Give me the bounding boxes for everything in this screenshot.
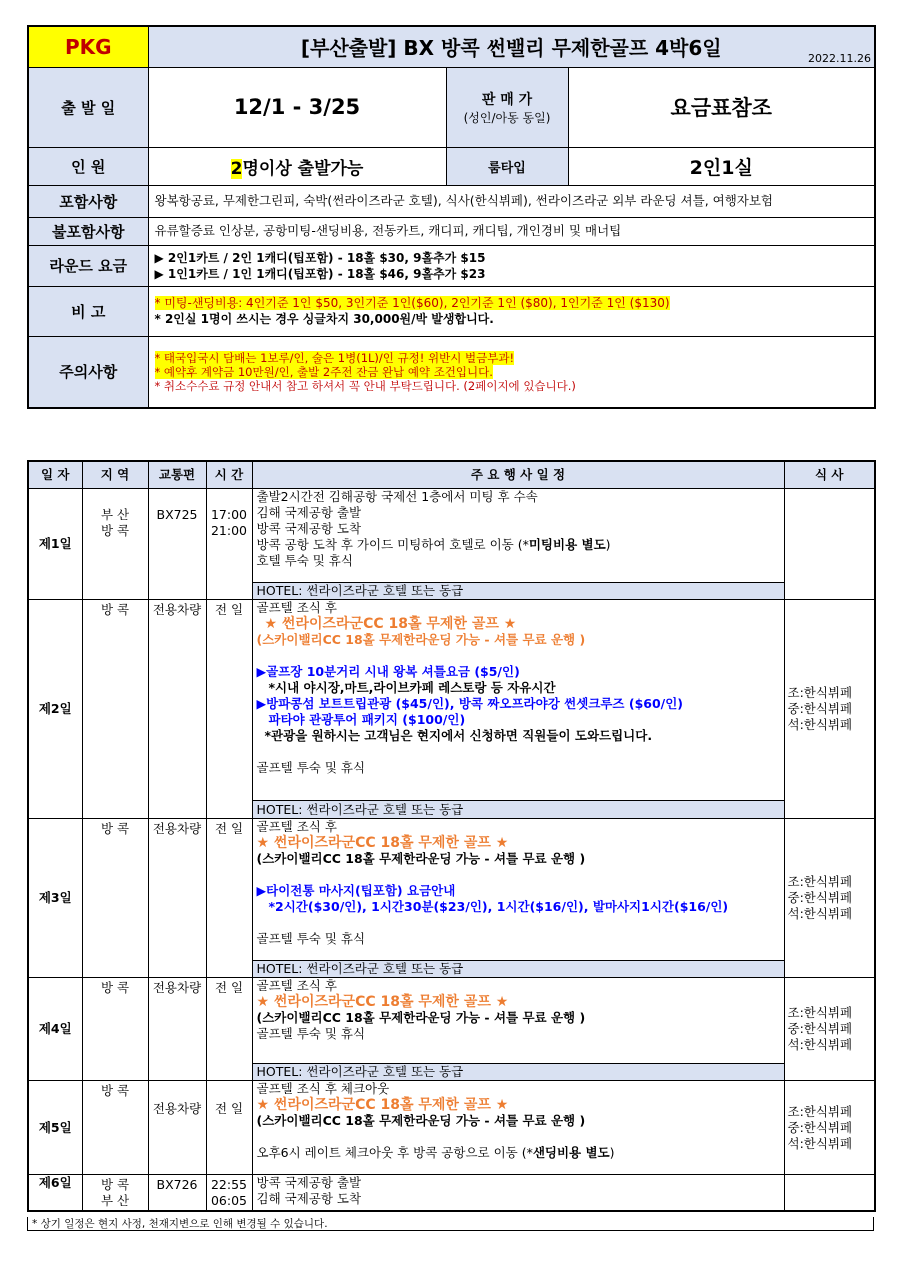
time-text: 06:05 bbox=[210, 1193, 248, 1208]
meal-cell bbox=[784, 819, 875, 978]
shuttle-note: (스카이밸리CC 18홀 무제한라운딩 가능 - 셔틀 무료 운행 ) bbox=[256, 1113, 586, 1128]
region-cell bbox=[82, 489, 148, 600]
option-line: *시내 야시장,마트,라이브카페 레스토랑 등 자유시간 bbox=[268, 680, 556, 695]
option-line: *관광을 원하시는 고객님은 현지에서 신청하면 직원들이 도와드립니다. bbox=[264, 728, 653, 743]
meal-text: 중:한식뷔페 bbox=[787, 701, 853, 716]
time-cell bbox=[206, 489, 252, 600]
transport-cell: 전용차량 bbox=[148, 819, 206, 978]
day-label: 제4일 bbox=[28, 978, 82, 1081]
departure-label: 출 발 일 bbox=[28, 67, 148, 147]
schedule-line: 방콕 국제공항 도착 bbox=[256, 521, 362, 536]
day-label: 제3일 bbox=[28, 819, 82, 978]
region-text: 부 산 bbox=[100, 1193, 130, 1208]
people-value-cell bbox=[148, 147, 446, 185]
remark-label: 비 고 bbox=[28, 286, 148, 336]
round-line: ▶ 1인1카트 / 1인 1캐디(팁포함) - 18홀 $46, 9홀추가 $23 bbox=[154, 266, 486, 281]
schedule-line: 골프텔 조식 후 bbox=[256, 600, 337, 615]
option-line: ▶타이전통 마사지(팁포함) 요금안내 bbox=[256, 883, 456, 898]
hotel-line: HOTEL: 썬라이즈라군 호텔 또는 동급 bbox=[252, 583, 784, 600]
shuttle-note: (스카이밸리CC 18홀 무제한라운딩 가능 - 셔틀 무료 운행 ) bbox=[256, 851, 586, 866]
schedule-line: 출발2시간전 김해공항 국제선 1층에서 미팅 후 수속 bbox=[256, 489, 538, 504]
schedule-cell bbox=[252, 1175, 784, 1211]
schedule-line: 골프텔 투숙 및 휴식 bbox=[256, 1026, 366, 1041]
time-cell: 전 일 bbox=[206, 600, 252, 819]
package-info-table bbox=[27, 25, 876, 409]
time-cell bbox=[206, 1175, 252, 1211]
option-line: ▶골프장 10분거리 시내 왕복 셔틀요금 ($5/인) bbox=[256, 664, 520, 679]
region-text: 부 산 bbox=[100, 507, 130, 522]
time-cell: 전 일 bbox=[206, 1081, 252, 1175]
people-num: 2 bbox=[230, 158, 243, 179]
meal-text: 석:한식뷔페 bbox=[787, 717, 853, 732]
col-header-schedule: 주 요 행 사 일 정 bbox=[252, 461, 784, 489]
schedule-line: 방콕 국제공항 출발 bbox=[256, 1175, 362, 1190]
meal-text: 중:한식뷔페 bbox=[787, 1021, 853, 1036]
caution-line: * 태국입국시 담배는 1보루/인, 술은 1병(1L)/인 규정! 위반시 벌금부과! bbox=[154, 350, 515, 365]
day-label: 제5일 bbox=[28, 1081, 82, 1175]
transport-cell: BX725 bbox=[148, 489, 206, 600]
table-row bbox=[28, 1175, 875, 1211]
golf-highlight: ★ 썬라이즈라군CC 18홀 무제한 골프 ★ bbox=[264, 616, 517, 632]
round-value bbox=[148, 245, 875, 286]
schedule-line: 김해 국제공항 출발 bbox=[256, 505, 362, 520]
transport-cell: 전용차량 bbox=[148, 978, 206, 1081]
pkg-badge: PKG bbox=[28, 26, 148, 67]
region-cell: 방 콕 bbox=[82, 978, 148, 1081]
round-label: 라운드 요금 bbox=[28, 245, 148, 286]
exclude-label: 불포함사항 bbox=[28, 217, 148, 245]
schedule-cell bbox=[252, 1081, 784, 1175]
caution-label: 주의사항 bbox=[28, 336, 148, 408]
schedule-text: 오후6시 레이트 체크아웃 후 방콕 공항으로 이동 (* bbox=[256, 1145, 533, 1160]
price-label: 판 매 가 bbox=[481, 91, 533, 108]
itinerary-table bbox=[27, 460, 876, 1212]
caution-value bbox=[148, 336, 875, 408]
page-title bbox=[148, 26, 875, 67]
schedule-cell bbox=[252, 819, 784, 961]
caution-line: * 취소수수료 규정 안내서 참고 하셔서 꼭 안내 부탁드립니다. (2페이지에 있습니다.) bbox=[154, 378, 576, 393]
region-cell: 방 콕 bbox=[82, 819, 148, 978]
option-line: *2시간($30/인), 1시간30분($23/인), 1시간($16/인), 발마사지1시간($16/인) bbox=[268, 899, 729, 914]
hotel-line: HOTEL: 썬라이즈라군 호텔 또는 동급 bbox=[252, 961, 784, 978]
option-line: 파타야 관광투어 패키지 ($100/인) bbox=[268, 712, 466, 727]
room-label: 룸타입 bbox=[446, 147, 568, 185]
table-row bbox=[28, 1081, 875, 1175]
remark-line-meeting: * 미팅-샌딩비용: 4인기준 1인 $50, 3인기준 1인($60), 2인기준 1인 ($80), 1인기준 1인 ($130) bbox=[154, 296, 670, 310]
time-text: 22:55 bbox=[210, 1177, 248, 1192]
meal-cell bbox=[784, 600, 875, 819]
schedule-text: ) bbox=[609, 1145, 615, 1160]
day-label: 제2일 bbox=[28, 600, 82, 819]
caution-line: * 예약후 계약금 10만원/인, 출발 2주전 잔금 완납 예약 조건입니다. bbox=[154, 364, 493, 379]
schedule-line: 골프텔 투숙 및 휴식 bbox=[256, 931, 366, 946]
day-label: 제6일 bbox=[28, 1175, 82, 1211]
time-text: 21:00 bbox=[210, 523, 248, 538]
region-cell: 방 콕 bbox=[82, 1081, 148, 1175]
table-row bbox=[28, 489, 875, 583]
people-value: 명이상 출발가능 bbox=[242, 158, 364, 179]
meal-text: 조:한식뷔페 bbox=[787, 685, 853, 700]
schedule-cell bbox=[252, 489, 784, 583]
room-value: 2인1실 bbox=[568, 147, 875, 185]
schedule-line: 골프텔 조식 후 체크아웃 bbox=[256, 1081, 390, 1096]
transport-cell: BX726 bbox=[148, 1175, 206, 1211]
meal-cell bbox=[784, 1175, 875, 1211]
col-header-region: 지 역 bbox=[82, 461, 148, 489]
meal-text: 석:한식뷔페 bbox=[787, 1037, 853, 1052]
meal-text: 조:한식뷔페 bbox=[787, 874, 853, 889]
include-label: 포함사항 bbox=[28, 185, 148, 217]
price-label-cell bbox=[446, 67, 568, 147]
shuttle-note: (스카이밸리CC 18홀 무제한라운딩 가능 - 셔틀 무료 운행 ) bbox=[256, 632, 586, 647]
time-text: 17:00 bbox=[210, 507, 248, 522]
schedule-text-bold: 미팅비용 별도 bbox=[528, 537, 606, 552]
price-value: 요금표참조 bbox=[568, 67, 875, 147]
meal-text: 조:한식뷔페 bbox=[787, 1103, 853, 1119]
schedule-line bbox=[257, 537, 780, 553]
remark-line-single: * 2인실 1명이 쓰시는 경우 싱글차지 30,000원/박 발생합니다. bbox=[154, 312, 494, 326]
shuttle-note: (스카이밸리CC 18홀 무제한라운딩 가능 - 셔틀 무료 운행 ) bbox=[256, 1010, 586, 1025]
meal-cell bbox=[784, 489, 875, 600]
region-cell: 방 콕 bbox=[82, 600, 148, 819]
transport-cell: 전용차량 bbox=[148, 1081, 206, 1175]
schedule-text: ) bbox=[605, 537, 611, 552]
meal-text: 석:한식뷔페 bbox=[787, 1135, 853, 1151]
col-header-day: 일 자 bbox=[28, 461, 82, 489]
golf-highlight: ★ 썬라이즈라군CC 18홀 무제한 골프 ★ bbox=[256, 835, 509, 851]
table-row bbox=[28, 819, 875, 961]
schedule-cell bbox=[252, 978, 784, 1064]
include-value: 왕복항공료, 무제한그린피, 숙박(썬라이즈라군 호텔), 식사(한식뷔페), 썬라이즈라군 외부 라운딩 셔틀, 여행자보험 bbox=[148, 185, 875, 217]
hotel-line: HOTEL: 썬라이즈라군 호텔 또는 동급 bbox=[252, 801, 784, 819]
meal-text: 중:한식뷔페 bbox=[787, 890, 853, 905]
people-label: 인 원 bbox=[28, 147, 148, 185]
time-cell: 전 일 bbox=[206, 978, 252, 1081]
schedule-line: 골프텔 조식 후 bbox=[256, 978, 337, 993]
schedule-line: 골프텔 조식 후 bbox=[256, 819, 337, 834]
meal-cell bbox=[784, 1081, 875, 1175]
table-row bbox=[28, 600, 875, 801]
region-text: 방 콕 bbox=[100, 523, 130, 538]
transport-cell: 전용차량 bbox=[148, 600, 206, 819]
schedule-line: 호텔 투숙 및 휴식 bbox=[256, 553, 353, 568]
schedule-cell bbox=[252, 600, 784, 801]
col-header-transport: 교통편 bbox=[148, 461, 206, 489]
golf-highlight: ★ 썬라이즈라군CC 18홀 무제한 골프 ★ bbox=[256, 1097, 509, 1113]
time-cell: 전 일 bbox=[206, 819, 252, 978]
golf-highlight: ★ 썬라이즈라군CC 18홀 무제한 골프 ★ bbox=[256, 994, 509, 1010]
option-line: ▶방파콩섬 보트트립관광 ($45/인), 방콕 짜오프라야강 썬셋크루즈 ($60/인) bbox=[256, 696, 684, 711]
schedule-line: 골프텔 투숙 및 휴식 bbox=[256, 760, 366, 775]
schedule-text-bold: 샌딩비용 별도 bbox=[532, 1145, 610, 1160]
round-line: ▶ 2인1카트 / 2인 1캐디(팁포함) - 18홀 $30, 9홀추가 $15 bbox=[154, 250, 486, 265]
issue-date: 2022.11.26 bbox=[808, 51, 872, 65]
departure-value: 12/1 - 3/25 bbox=[148, 67, 446, 147]
title-text: [부산출발] BX 방콕 썬밸리 무제한골프 4박6일 bbox=[300, 36, 722, 61]
meal-text: 조:한식뷔페 bbox=[787, 1005, 853, 1020]
col-header-meal: 식 사 bbox=[784, 461, 875, 489]
region-text: 방 콕 bbox=[100, 1177, 130, 1192]
remark-value bbox=[148, 286, 875, 336]
region-cell bbox=[82, 1175, 148, 1211]
schedule-text: 방콕 공항 도착 후 가이드 미팅하여 호텔로 이동 (* bbox=[256, 537, 529, 552]
exclude-value: 유류할증료 인상분, 공항미팅-샌딩비용, 전동카트, 캐디피, 캐디팁, 개인경비 및 매너팁 bbox=[148, 217, 875, 245]
hotel-line: HOTEL: 썬라이즈라군 호텔 또는 동급 bbox=[252, 1064, 784, 1081]
table-row bbox=[28, 978, 875, 1064]
footer-note: * 상기 일정은 현지 사정, 천재지변으로 인해 변경될 수 있습니다. bbox=[27, 1217, 874, 1231]
price-sub: (성인/아동 동일) bbox=[463, 110, 551, 125]
day-label: 제1일 bbox=[28, 489, 82, 600]
meal-text: 중:한식뷔페 bbox=[787, 1119, 853, 1135]
schedule-line: 김해 국제공항 도착 bbox=[256, 1191, 362, 1206]
meal-cell bbox=[784, 978, 875, 1081]
col-header-time: 시 간 bbox=[206, 461, 252, 489]
schedule-line bbox=[257, 1145, 780, 1161]
meal-text: 석:한식뷔페 bbox=[787, 906, 853, 921]
